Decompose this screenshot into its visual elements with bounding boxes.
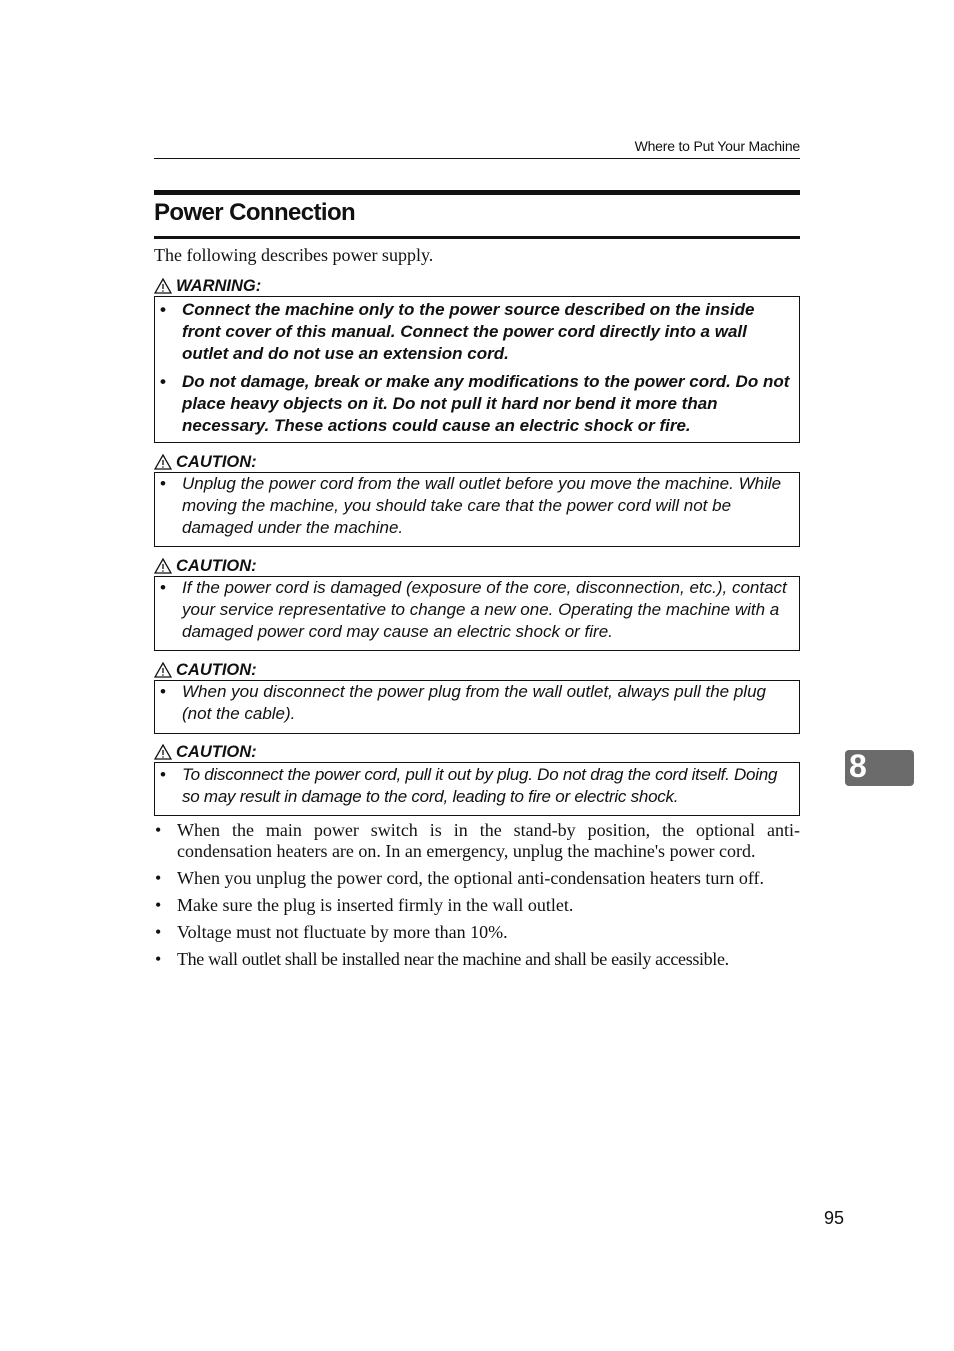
list-item: [154, 949, 800, 970]
bullet-dot: •: [155, 868, 162, 888]
title-rule-top: [154, 190, 800, 195]
notice-label-text: CAUTION:: [176, 452, 257, 471]
notice-item: [155, 371, 799, 437]
intro-text: The following describes power supply.: [154, 245, 434, 265]
warning-label: [154, 276, 261, 296]
caution-box: [154, 472, 800, 547]
bullet-dot: •: [160, 765, 166, 784]
warning-box: [154, 296, 800, 443]
caution-label: [154, 452, 257, 472]
warning-triangle-icon: [154, 662, 172, 678]
notice-label-text: WARNING:: [176, 276, 262, 295]
notice-item: [155, 681, 799, 725]
bullet-dot: •: [155, 922, 162, 942]
bullet-dot: •: [155, 895, 162, 915]
header-rule: [154, 158, 800, 159]
list-item: [154, 895, 800, 916]
list-item-text: The wall outlet shall be installed near the machine and shall be easily accessible.: [177, 949, 729, 969]
caution-label: [154, 556, 257, 576]
list-item-text: When you unplug the power cord, the optional anti-condensation heaters turn off.: [177, 868, 765, 888]
notice-item: [155, 764, 799, 808]
section-title: Power Connection: [154, 199, 356, 226]
warning-triangle-icon: [154, 558, 172, 574]
bullet-dot: •: [160, 300, 166, 319]
bullet-dot: •: [160, 682, 166, 701]
warning-triangle-icon: [154, 454, 172, 470]
warning-triangle-icon: [154, 278, 172, 294]
notice-item-text: If the power cord is damaged (exposure of the core, disconnection, etc.), contact your service representative to change a new one. Operating the machine with a damaged power cord may cause an electric shock or fire.: [182, 578, 787, 641]
bullet-dot: •: [160, 474, 166, 493]
notice-item: [155, 577, 799, 643]
running-head: Where to Put Your Machine: [634, 138, 800, 154]
notice-label-text: CAUTION:: [176, 660, 257, 679]
caution-box: [154, 680, 800, 734]
notice-item-text: Connect the machine only to the power source described on the inside front cover of this manual. Connect the power cord directly into a wall outlet and do not use an extension cord.: [182, 300, 755, 363]
warning-triangle-icon: [154, 744, 172, 760]
bullet-list: [154, 820, 800, 976]
notice-label-text: CAUTION:: [176, 556, 257, 575]
bullet-dot: •: [160, 578, 166, 597]
page-number: 95: [824, 1208, 845, 1228]
bullet-dot: •: [155, 949, 161, 969]
notice-item: [155, 299, 799, 365]
bullet-dot: •: [160, 372, 166, 391]
list-item: [154, 868, 800, 889]
list-item-text: Voltage must not fluctuate by more than 10%.: [177, 922, 508, 942]
notice-item-text: Do not damage, break or make any modifications to the power cord. Do not place heavy objects on it. Do not pull it hard nor bend it more than necessary. These actions could cause an electric shock or fire.: [182, 372, 790, 435]
bullet-dot: •: [155, 820, 162, 840]
notice-item-text: When you disconnect the power plug from the wall outlet, always pull the plug (not the cable).: [182, 682, 766, 723]
list-item: [154, 820, 800, 862]
list-item-text: Make sure the plug is inserted firmly in the wall outlet.: [177, 895, 574, 915]
caution-label: [154, 742, 257, 762]
list-item-text: When the main power switch is in the stand-by position, the optional anti-condensation heaters are on. In an emergency, unplug the machine's power cord.: [177, 820, 800, 861]
notice-item-text: To disconnect the power cord, pull it out by plug. Do not drag the cord itself. Doing so may result in damage to the cord, leading to fire or electric shock.: [182, 765, 778, 806]
caution-label: [154, 660, 257, 680]
caution-box: [154, 762, 800, 816]
notice-item-text: Unplug the power cord from the wall outlet before you move the machine. While moving the machine, you should take care that the power cord will not be damaged under the machine.: [182, 474, 782, 537]
caution-box: [154, 576, 800, 651]
chapter-number: 8: [849, 748, 867, 784]
notice-label-text: CAUTION:: [176, 742, 257, 761]
notice-item: [155, 473, 799, 539]
title-rule-bottom: [154, 236, 800, 239]
list-item: [154, 922, 800, 943]
chapter-tab: [845, 750, 914, 786]
